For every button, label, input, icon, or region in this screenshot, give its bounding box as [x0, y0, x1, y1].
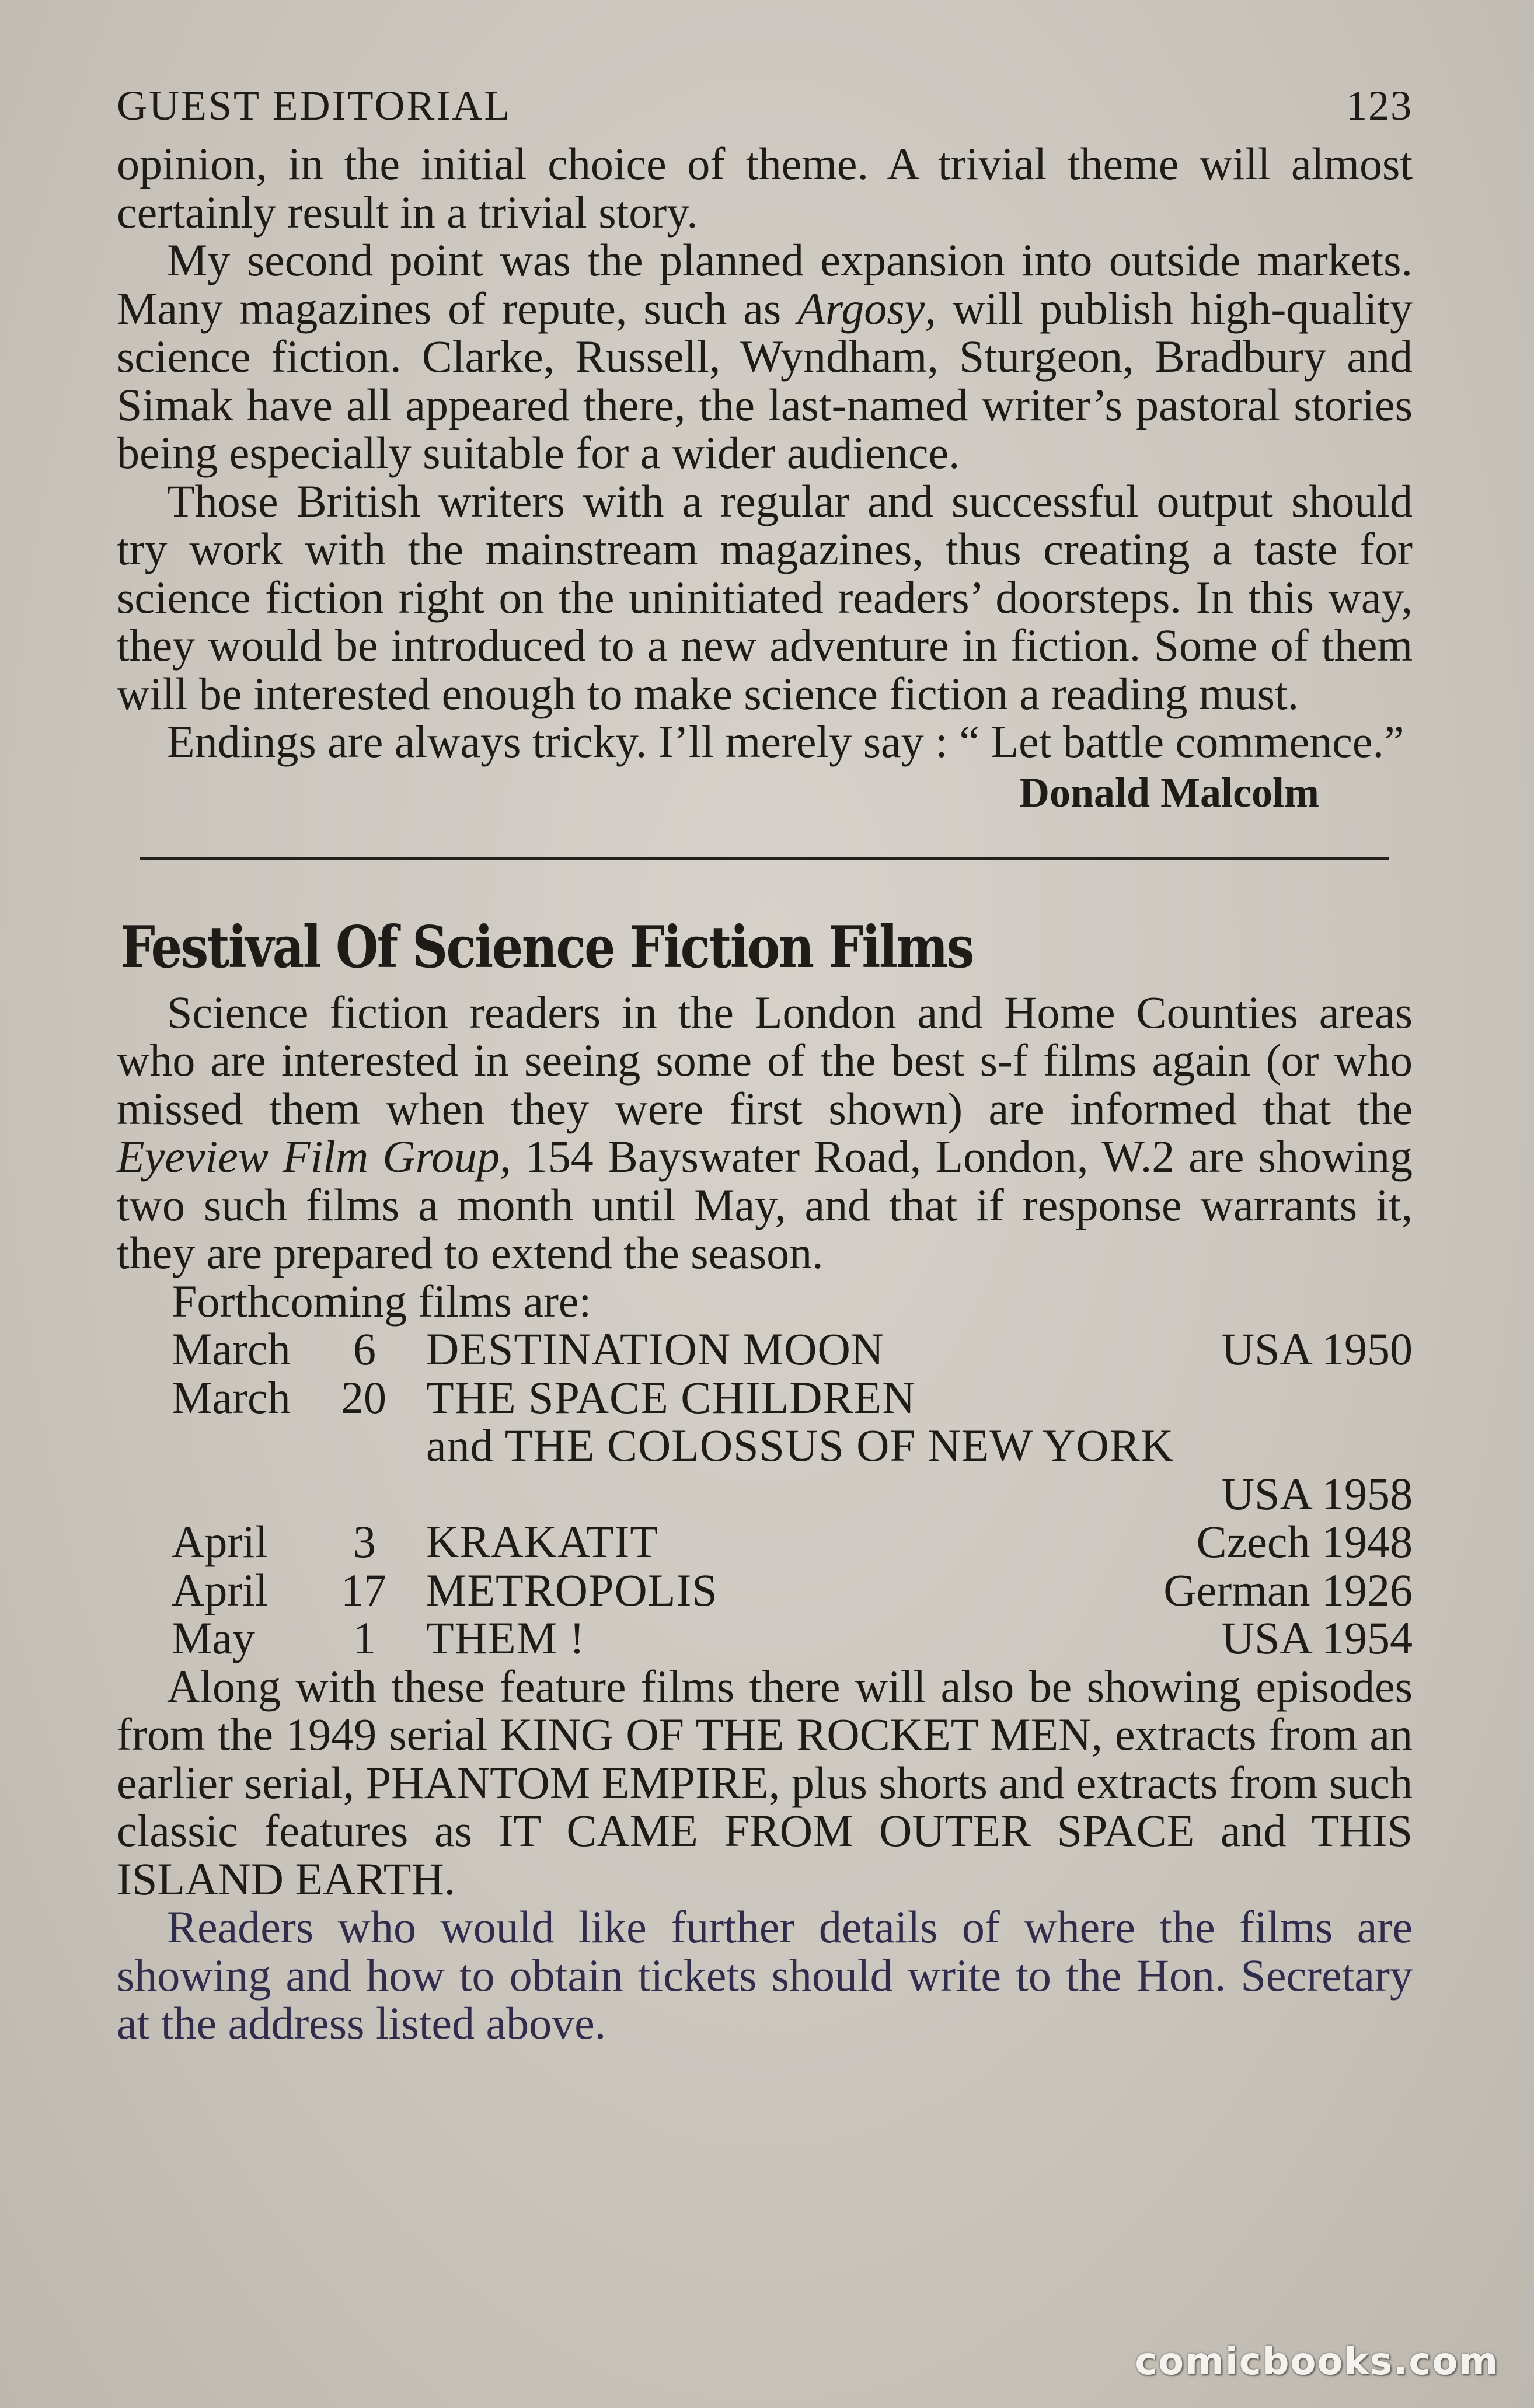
film-group-name: Eyeview Film Group [117, 1131, 500, 1182]
editorial-paragraph-2-text-b: , will publish high-quality science fiction. Clarke, Russell, Wyndham, Sturgeon, Bradbury and Simak have all appeared there, the last-named writer’s pastoral stories being especially suitable for a wider audience. [117, 282, 1413, 478]
film-title: DESTINATION MOON [426, 1324, 885, 1374]
film-origin: USA 1954 [1221, 1613, 1413, 1663]
schedule-intro: Forthcoming films are: [172, 1275, 592, 1327]
film-month: May [172, 1613, 255, 1663]
film-month: April [172, 1564, 268, 1615]
page-number: 123 [1346, 82, 1413, 129]
film-title: THEM ! [426, 1613, 585, 1663]
guest-editorial [117, 140, 1413, 820]
author-byline: Donald Malcolm [1019, 769, 1319, 816]
film-month: April [172, 1516, 268, 1567]
film-day: 1 [353, 1613, 376, 1663]
film-title: KRAKATIT [426, 1516, 658, 1567]
film-origin: Czech 1948 [1196, 1516, 1413, 1567]
film-title: METROPOLIS [426, 1564, 718, 1615]
film-day: 6 [353, 1324, 376, 1374]
film-row [172, 1566, 1413, 1615]
section-divider [140, 857, 1389, 860]
film-schedule [117, 1275, 1413, 1663]
film-row [172, 1518, 1413, 1566]
editorial-paragraph-1: opinion, in the initial choice of theme. A trivial theme will almost certainly result in a trivial story. [117, 138, 1413, 238]
magazine-page [117, 82, 1413, 2048]
site-watermark: comicbooks.com [1135, 2340, 1499, 2383]
editorial-paragraph-2-text-a: My second point was the planned expansion into outside markets. Many magazines of repute, such as [117, 235, 1413, 334]
running-head [117, 82, 1413, 140]
film-day: 20 [341, 1371, 386, 1423]
magazine-name-argosy: Argosy [797, 282, 925, 334]
film-month: March [172, 1371, 291, 1423]
article-paragraph-1-text-a: Science fiction readers in the London and Home Counties areas who are interested in seeing some of the best s-f films again (or who missed them when they were first shown) are informed that the [117, 986, 1413, 1134]
film-row [172, 1325, 1413, 1374]
section-title: GUEST EDITORIAL [117, 82, 512, 129]
article-paragraph-1-text-b: , 154 Bayswater Road, London, W.2 are showing two such films a month until May, and that if response warrants it, they are prepared to extend the season. [117, 1131, 1413, 1278]
film-origin: USA 1958 [1221, 1468, 1413, 1519]
film-day: 17 [341, 1564, 386, 1615]
film-day: 3 [353, 1516, 376, 1567]
film-row [172, 1614, 1413, 1663]
film-origin: German 1926 [1163, 1564, 1413, 1615]
article-title: Festival Of Science Fiction Films [120, 913, 973, 981]
article-paragraph-1 [117, 986, 1413, 1278]
article-paragraph-2: Along with these feature films there will also be showing episodes from the 1949 serial KING OF THE ROCKET MEN, extracts from an earlier serial, PHANTOM EMPIRE, plus shorts and extracts from such classic features as IT CAME FROM OUTER SPACE and THIS ISLAND EARTH. [117, 1660, 1413, 1904]
editorial-paragraph-3: Those British writers with a regular and successful output should try work with the mainstream magazines, thus creating a taste for science fiction right on the uninitiated readers’ doorsteps. In this way, they would be introduced to a new adventure in fiction. Some of them will be interested enough to make science fiction a reading must. [117, 475, 1413, 719]
editorial-paragraph-2 [117, 236, 1413, 477]
editorial-paragraph-4: Endings are always tricky. I’ll merely say : “ Let battle commence.” [167, 716, 1404, 767]
film-title-continued: and THE COLOSSUS OF NEW YORK [426, 1420, 1174, 1471]
film-origin: USA 1950 [1221, 1324, 1413, 1374]
film-month: March [172, 1324, 291, 1374]
film-row [172, 1371, 1413, 1423]
festival-article [117, 907, 1413, 2048]
article-paragraph-3: Readers who would like further details of where the films are showing and how to obtain tickets should write to the Hon. Secretary at the address listed above. [117, 1901, 1413, 2048]
film-title: THE SPACE CHILDREN [426, 1371, 916, 1423]
